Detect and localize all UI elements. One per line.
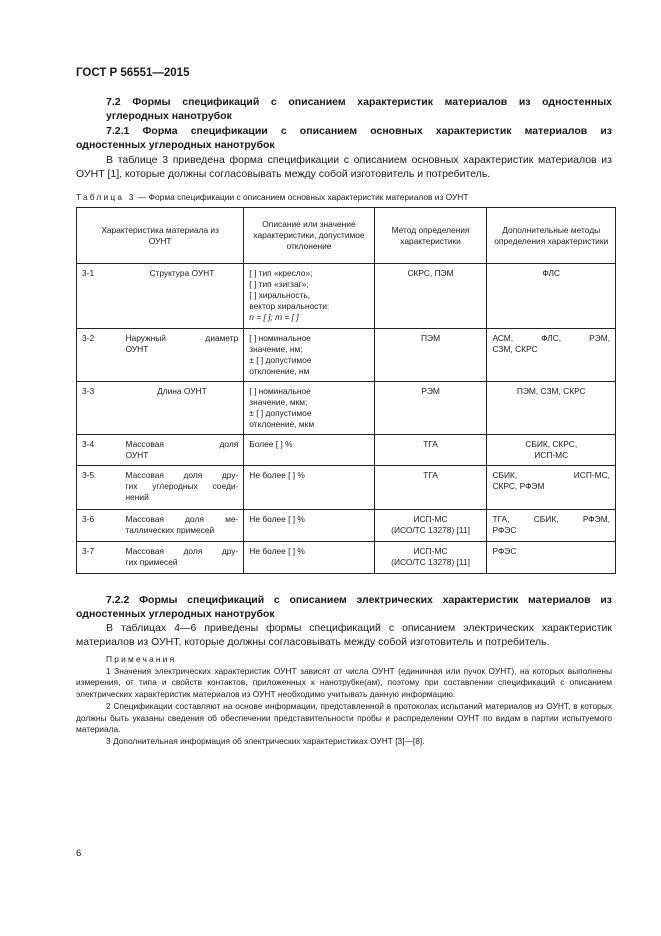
extra-line: ТГА, СБИК, РФЭМ, xyxy=(492,514,610,524)
row-description: Не более [ ] % xyxy=(244,542,374,574)
row-method xyxy=(374,510,487,542)
section-7-2-heading-line2: углеродных нанотрубок xyxy=(106,110,232,122)
row-characteristic-line2: таллических примесей xyxy=(125,525,215,535)
section-7-2-2-heading-line1: 7.2.2 Формы спецификаций с описанием электрических характеристик материалов из xyxy=(106,594,612,606)
table3-header-method: Метод определения характеристики xyxy=(374,208,487,264)
note-item-1: 1 Значения электрических характеристик ОУНТ зависят от числа ОУНТ (единичная или пучок ОУНТ), на которых выполнены измерения, от типа и свойств контактов, приложенных к нанотрубке(ам), поэтому при составлении спецификаций с описанием электрических характеристик материалов из ОУНТ необходимо учитывать данную информацию. xyxy=(76,665,612,700)
table-row xyxy=(77,382,616,435)
row-extra-methods xyxy=(487,510,616,542)
extra-line: СКРС, РФЭМ xyxy=(492,481,545,491)
row-description: Более [ ] % xyxy=(244,435,374,466)
row-id: 3-3 xyxy=(77,382,121,435)
row-extra-methods xyxy=(487,435,616,466)
row-characteristic-line1: Массовая доля ме- xyxy=(125,514,239,524)
table-row xyxy=(77,510,616,542)
section-7-2-heading xyxy=(76,95,612,123)
row-characteristic xyxy=(121,542,244,574)
section-7-2-1-heading-line2: одностенных углеродных нанотрубок xyxy=(76,139,275,151)
row-characteristic xyxy=(121,510,244,542)
row-method xyxy=(374,542,487,574)
row-characteristic: Длина ОУНТ xyxy=(121,382,244,435)
section-7-2-1-heading xyxy=(76,124,612,152)
desc-line: [ ] тип «кресло»; xyxy=(249,268,313,278)
table-row xyxy=(77,435,616,466)
extra-line: СЗМ, СКРС xyxy=(492,344,538,354)
table-row xyxy=(77,542,616,574)
section-7-2-1-heading-line1: 7.2.1 Форма спецификации с описанием основных характеристик материалов из xyxy=(106,125,612,137)
row-characteristic: Структура ОУНТ xyxy=(121,264,244,329)
row-characteristic-line3: нений xyxy=(125,492,149,502)
extra-line: ФЛС xyxy=(542,268,561,278)
row-extra-methods xyxy=(487,329,616,382)
desc-line: отклонение, мкм xyxy=(249,419,315,429)
row-extra-methods xyxy=(487,542,616,574)
notes-block xyxy=(76,654,612,748)
table-row xyxy=(77,264,616,329)
page-header-standard: ГОСТ Р 56551—2015 xyxy=(76,67,190,79)
row-characteristic-line2: ОУНТ xyxy=(125,450,149,460)
row-method: СКРС, ПЭМ xyxy=(374,264,487,329)
extra-line: РФЭС xyxy=(492,546,517,556)
desc-line: [ ] номинальное xyxy=(249,386,311,396)
row-description xyxy=(244,329,374,382)
desc-line: [ ] хиральность, xyxy=(249,290,311,300)
row-characteristic xyxy=(121,435,244,466)
extra-line: СБИК, ИСП-МС, xyxy=(492,470,610,480)
row-characteristic xyxy=(121,466,244,510)
row-id: 3-4 xyxy=(77,435,121,466)
table3-caption-text: — Форма спецификации с описанием основных характеристик материалов из ОУНТ xyxy=(135,192,469,202)
row-id: 3-5 xyxy=(77,466,121,510)
row-characteristic-line2: ОУНТ xyxy=(125,344,149,354)
paragraph-table3-intro-line1: В таблице 3 приведена форма спецификации с описанием основных характеристик материалов из xyxy=(106,154,612,166)
notes-title: Примечания xyxy=(106,654,177,664)
row-description xyxy=(244,382,374,435)
paragraph-tables-4-6-intro-line1: В таблицах 4—6 приведены формы спецификаций с описанием электрических характеристик xyxy=(106,622,612,634)
row-description xyxy=(244,264,374,329)
paragraph-table3-intro xyxy=(76,153,612,181)
table-row xyxy=(77,466,616,510)
extra-line: СБИК, СКРС, xyxy=(525,439,578,449)
table3-caption xyxy=(76,192,616,202)
section-7-2-2-heading-line2: одностенных углеродных нанотрубок xyxy=(76,608,275,620)
desc-line: ± [ ] допустимое xyxy=(249,355,312,365)
paragraph-table3-intro-line2: ОУНТ [1], которые должны согласовывать между собой изготовитель и потребитель. xyxy=(76,168,491,180)
method-line2: (ИСО/ТС 13278) [11] xyxy=(391,525,470,535)
table3-header-row xyxy=(77,208,616,264)
row-extra-methods xyxy=(487,466,616,510)
table-row xyxy=(77,329,616,382)
row-method: РЭМ xyxy=(374,382,487,435)
table3-header-description: Описание или значение характеристики, допустимое отклонение xyxy=(244,208,374,264)
table3-specification xyxy=(76,207,616,574)
section-7-2-2-heading xyxy=(76,593,612,621)
row-method: ТГА xyxy=(374,466,487,510)
row-method: ПЭМ xyxy=(374,329,487,382)
method-line2: (ИСО/ТС 13278) [11] xyxy=(391,557,470,567)
method-line1: ИСП-МС xyxy=(413,514,448,524)
extra-line: РФЭС xyxy=(492,525,517,535)
note-item-3: 3 Дополнительная информация об электрических характеристиках ОУНТ [3]—[8]. xyxy=(106,735,425,746)
desc-line: ± [ ] допустимое xyxy=(249,408,312,418)
extra-line: АСМ, ФЛС, РЭМ, xyxy=(492,333,610,343)
page-number: 6 xyxy=(76,848,82,859)
row-characteristic-line2: гих примесей xyxy=(125,557,178,567)
paragraph-tables-4-6-intro-line2: материалов из ОУНТ, которые должны согласовывать между собой изготовитель и потребитель. xyxy=(76,636,550,648)
desc-line: значение, нм; xyxy=(249,344,303,354)
paragraph-tables-4-6-intro xyxy=(76,621,612,649)
row-characteristic xyxy=(121,329,244,382)
desc-line: n = [ ]; m = [ ] xyxy=(249,312,299,322)
note-item-2: 2 Спецификации составляют на основе информации, представленной в протоколах испытаний материалов из ОУНТ, в которых должны быть указаны сведения об обеспечении представительности пробы и распределении ОУНТ по видам в партии испытуемого материала. xyxy=(76,700,612,735)
table3-header-characteristic: Характеристика материала из ОУНТ xyxy=(77,208,244,264)
row-extra-methods xyxy=(487,264,616,329)
desc-line: значение, мкм; xyxy=(249,397,308,407)
method-line1: ИСП-МС xyxy=(413,546,448,556)
extra-line: ПЭМ, СЗМ, СКРС xyxy=(516,386,586,396)
row-characteristic-line2: гих углеродных соеди- xyxy=(125,481,239,491)
desc-line: отклонение, нм xyxy=(249,366,310,376)
row-characteristic-line1: Массовая доля xyxy=(125,439,239,449)
desc-line: вектор хиральности: xyxy=(249,301,330,311)
table3-caption-prefix: Таблица 3 xyxy=(76,192,136,202)
extra-line: ИСП-МС xyxy=(534,450,569,460)
table3-header-extra-methods: Дополнительные методы определения характеристики xyxy=(487,208,616,264)
desc-line: [ ] номинальное xyxy=(249,333,311,343)
desc-line: [ ] тип «зигзаг»; xyxy=(249,279,309,289)
row-id: 3-1 xyxy=(77,264,121,329)
row-method: ТГА xyxy=(374,435,487,466)
row-description: Не более [ ] % xyxy=(244,466,374,510)
section-7-2-heading-line1: 7.2 Формы спецификаций с описанием характеристик материалов из одностенных xyxy=(106,96,612,108)
row-id: 3-7 xyxy=(77,542,121,574)
row-id: 3-6 xyxy=(77,510,121,542)
row-characteristic-line1: Наружный диаметр xyxy=(125,333,239,343)
row-description: Не более [ ] % xyxy=(244,510,374,542)
row-characteristic-line1: Массовая доля дру- xyxy=(125,546,239,556)
row-extra-methods xyxy=(487,382,616,435)
row-id: 3-2 xyxy=(77,329,121,382)
row-characteristic-line1: Массовая доля дру- xyxy=(125,470,239,480)
